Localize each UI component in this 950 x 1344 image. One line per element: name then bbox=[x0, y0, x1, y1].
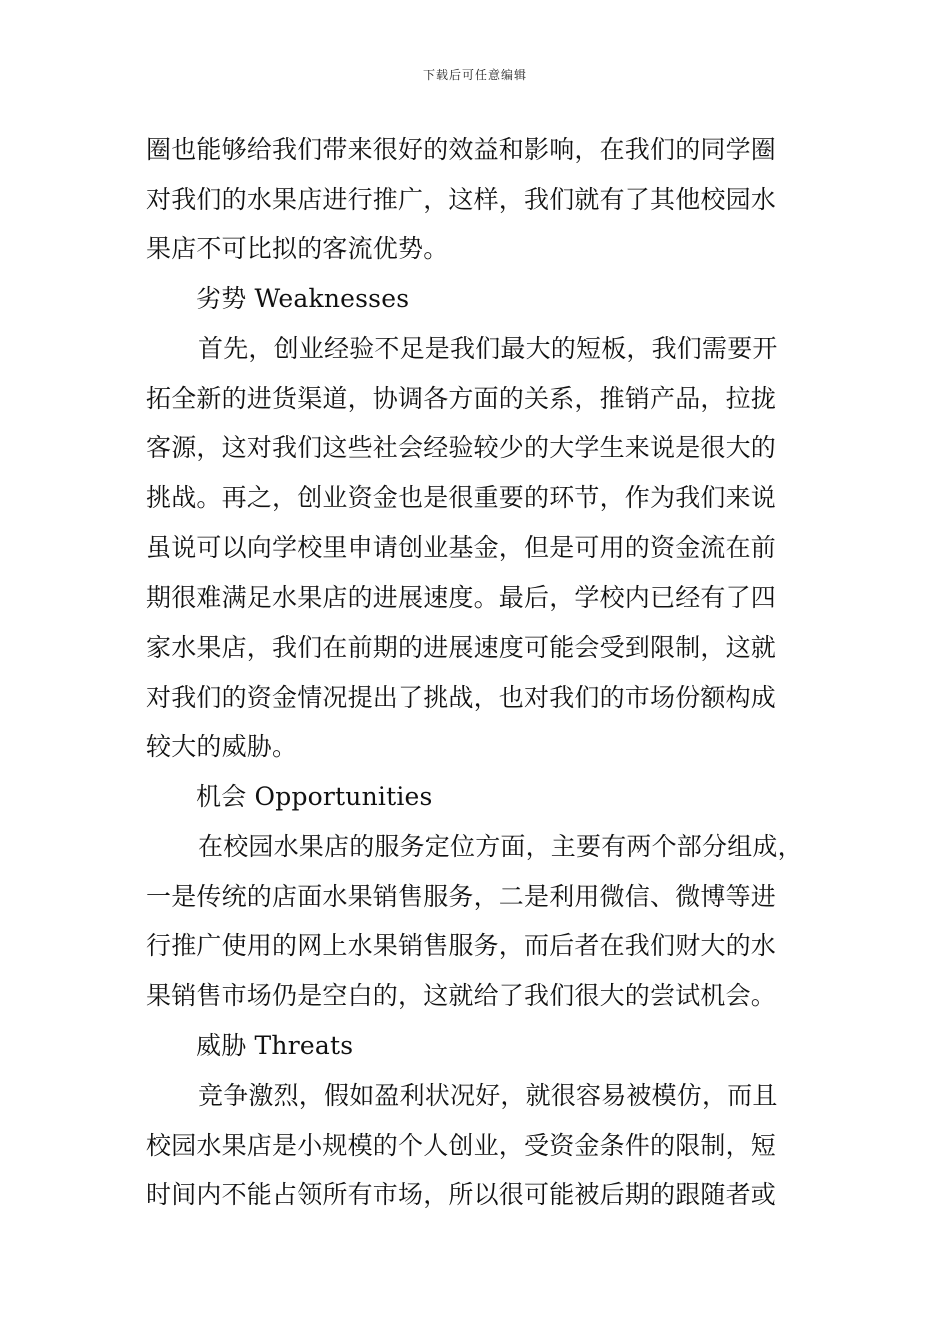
paragraph-line: 挑战。再之，创业资金也是很重要的环节，作为我们来说 bbox=[146, 483, 777, 512]
paragraph-line: 行推广使用的网上水果销售服务，而后者在我们财大的水 bbox=[146, 931, 777, 960]
paragraph-line: 一是传统的店面水果销售服务，二是利用微信、微博等进 bbox=[146, 882, 777, 911]
paragraph-line: 虽说可以向学校里申请创业基金，但是可用的资金流在前 bbox=[146, 533, 777, 562]
paragraph-line: 圈也能够给我们带来很好的效益和影响，在我们的同学圈 bbox=[146, 135, 777, 164]
paragraph-line: 家水果店，我们在前期的进展速度可能会受到限制，这就 bbox=[146, 633, 777, 662]
paragraph-line: 客源，这对我们这些社会经验较少的大学生来说是很大的 bbox=[146, 433, 777, 462]
section-heading-opportunities: 机会 Opportunities bbox=[196, 782, 433, 811]
paragraph-line: 拓全新的进货渠道，协调各方面的关系，推销产品，拉拢 bbox=[146, 384, 777, 413]
paragraph-line: 首先，创业经验不足是我们最大的短板，我们需要开 bbox=[198, 334, 778, 363]
paragraph-line: 对我们的水果店进行推广，这样，我们就有了其他校园水 bbox=[146, 185, 777, 214]
paragraph-line: 较大的威胁。 bbox=[146, 732, 298, 761]
paragraph-line: 竞争激烈，假如盈利状况好，就很容易被模仿，而且 bbox=[198, 1081, 778, 1110]
paragraph-line: 在校园水果店的服务定位方面，主要有两个部分组成， bbox=[198, 832, 803, 861]
section-heading-threats: 威胁 Threats bbox=[196, 1031, 354, 1060]
section-heading-weaknesses: 劣势 Weaknesses bbox=[196, 284, 410, 313]
paragraph-line: 果销售市场仍是空白的，这就给了我们很大的尝试机会。 bbox=[146, 981, 777, 1010]
paragraph-line: 期很难满足水果店的进展速度。最后，学校内已经有了四 bbox=[146, 583, 777, 612]
paragraph-line: 对我们的资金情况提出了挑战，也对我们的市场份额构成 bbox=[146, 683, 777, 712]
paragraph-line: 校园水果店是小规模的个人创业，受资金条件的限制，短 bbox=[146, 1131, 777, 1160]
paragraph-line: 果店不可比拟的客流优势。 bbox=[146, 234, 449, 263]
paragraph-line: 时间内不能占领所有市场，所以很可能被后期的跟随者或 bbox=[146, 1180, 777, 1209]
page-header: 下载后可任意编辑 bbox=[422, 68, 527, 82]
